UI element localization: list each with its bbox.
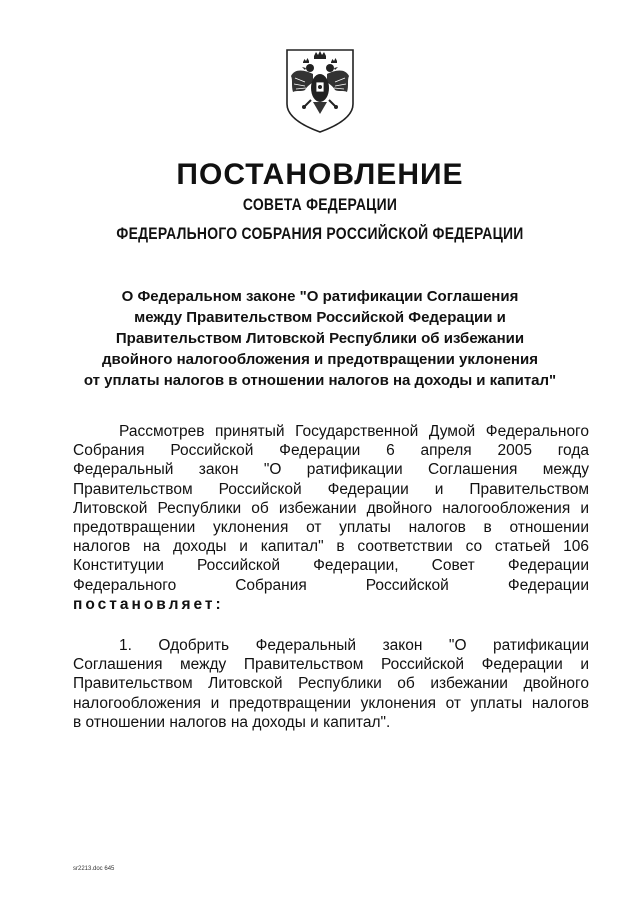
subject-line: двойного налогообложения и предотвращении уклонения [102,351,538,368]
document-file-code: sr2213.doc 645 [73,866,115,872]
paragraph-line: Правительством Литовской Республики об избежании двойного [73,675,589,693]
paragraph-line: Федерального Собрания Российской Федерации [73,576,589,594]
paragraph-line: Правительством Российской Федерации и Правительством [73,480,589,498]
subject-line: между Правительством Российской Федерации и [134,309,506,326]
issuing-body-line-2: ФЕДЕРАЛЬНОГО СОБРАНИЯ РОССИЙСКОЙ ФЕДЕРАЦИИ [116,224,524,243]
paragraph-line: Федеральный закон "О ратификации Соглашения между [73,461,589,479]
paragraph-line: Соглашения между Правительством Российской Федерации и [73,656,589,674]
paragraph-line: налогов на доходы и капитал" в соответствии со статьей 106 [73,538,589,556]
subject-line: О Федеральном законе "О ратификации Соглашения [121,288,519,305]
paragraph-line: в отношении налогов на доходы и капитал". [73,713,391,731]
paragraph-line: предотвращении уклонения от уплаты налогов в отношении [73,519,589,537]
paragraph-line: Рассмотрев принятый Государственной Думой Федерального [119,423,589,440]
paragraph-line: Собрания Российской Федерации 6 апреля 2005 года [73,442,589,460]
document-title: ПОСТАНОВЛЕНИЕ [176,158,464,191]
resolves-keyword: постановляет: [73,595,224,613]
paragraph-line: налогообложения и предотвращении уклонения от уплаты налогов [73,694,589,712]
subject-line: от уплаты налогов в отношении налогов на доходы и капитал" [83,372,557,389]
subject-line: Правительством Литовской Республики об избежании [115,330,525,347]
issuing-body-line-1: СОВЕТА ФЕДЕРАЦИИ [242,195,398,214]
preamble-paragraph [73,422,589,614]
paragraph-line: Литовской Республики об избежании двойного налогообложения и [73,499,589,517]
operative-paragraph [73,636,589,732]
paragraph-line: Конституции Российской Федерации, Совет Федерации [73,557,589,575]
coat-of-arms-icon [283,46,357,136]
resolution-subject [60,286,580,391]
paragraph-line: 1. Одобрить Федеральный закон "О ратификации [119,637,589,654]
